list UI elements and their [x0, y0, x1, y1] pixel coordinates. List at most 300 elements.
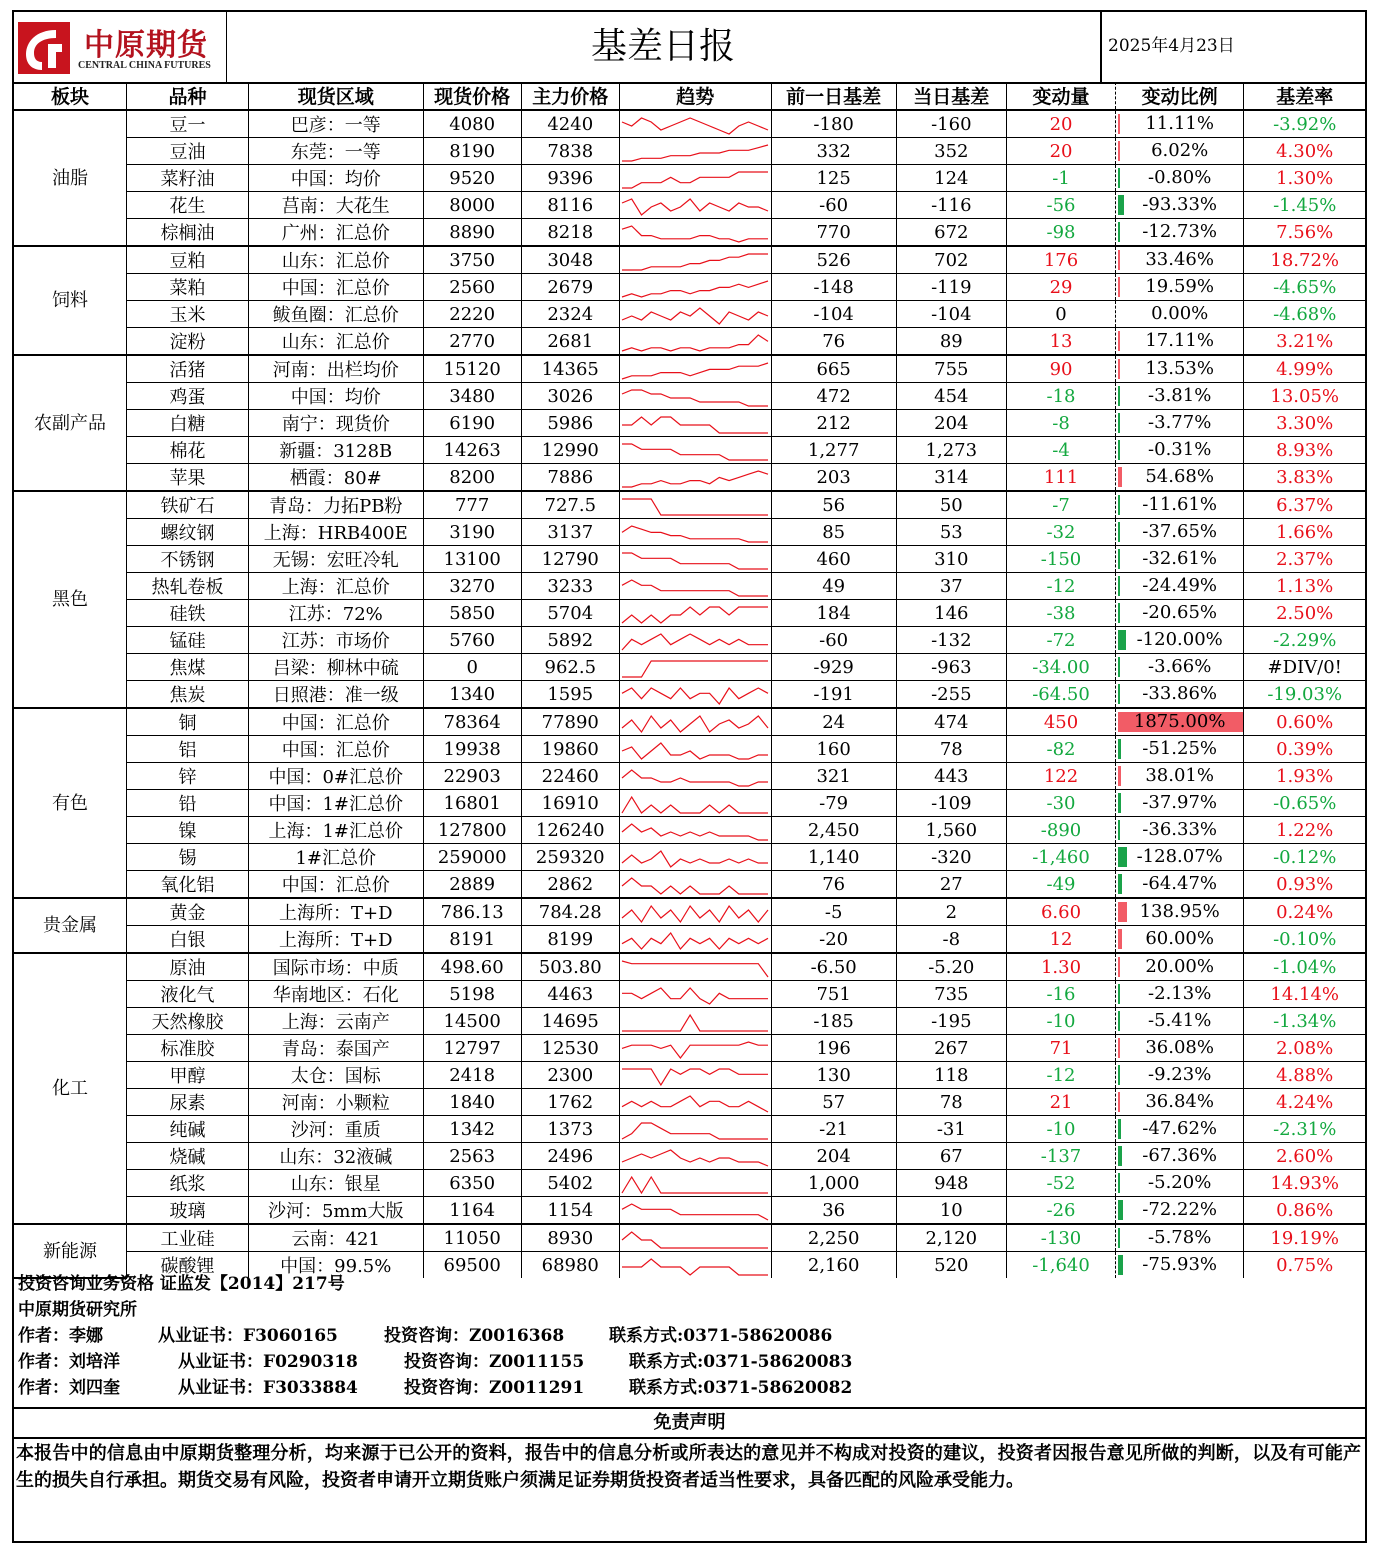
prev-basis-cell: 526 — [771, 246, 896, 274]
main-price-cell: 12530 — [521, 1035, 619, 1062]
change-cell: -1,460 — [1007, 844, 1116, 871]
table-row — [14, 328, 1365, 356]
change-cell: 176 — [1007, 246, 1116, 274]
trend-sparkline — [620, 1094, 770, 1114]
trend-sparkline — [620, 876, 770, 896]
prev-basis-cell: -180 — [771, 110, 896, 138]
author-cert: 从业证书：F3033884 — [178, 1378, 358, 1398]
trend-sparkline — [620, 659, 770, 679]
ratio-text: -5.41% — [1148, 1010, 1212, 1031]
trend-sparkline — [620, 931, 770, 951]
change-cell: 90 — [1007, 355, 1116, 383]
ratio-text: -120.00% — [1136, 629, 1223, 650]
change-ratio-cell — [1115, 1224, 1243, 1252]
spot-price-cell: 5198 — [423, 981, 521, 1008]
item-cell: 尿素 — [127, 1089, 249, 1116]
ratio-text: 1875.00% — [1133, 711, 1226, 732]
table-row — [14, 1089, 1365, 1116]
spot-price-cell: 19938 — [423, 736, 521, 763]
basis-rate-cell: 8.93% — [1244, 437, 1365, 464]
trend-cell — [619, 219, 771, 247]
change-ratio-cell — [1115, 736, 1243, 763]
ratio-text: -3.77% — [1148, 412, 1212, 433]
basis-rate-cell: 6.37% — [1244, 491, 1365, 519]
table-row — [14, 110, 1365, 138]
author-name: 作者：刘培洋 — [18, 1352, 120, 1372]
col-change-ratio-header: 变动比例 — [1115, 82, 1243, 110]
trend-sparkline — [620, 170, 770, 190]
change-ratio-cell — [1115, 355, 1243, 383]
item-cell: 铜 — [127, 708, 249, 736]
basis-rate-cell: -2.31% — [1244, 1116, 1365, 1143]
basis-rate-cell: -0.65% — [1244, 790, 1365, 817]
change-ratio-cell — [1115, 1089, 1243, 1116]
cur-basis-cell: 520 — [896, 1252, 1007, 1279]
trend-cell — [619, 165, 771, 192]
sector-cell: 新能源 — [14, 1224, 127, 1278]
author-name: 作者：刘四奎 — [18, 1378, 120, 1398]
author-adv: 投资咨询：Z0011291 — [404, 1378, 585, 1398]
spot-price-cell: 2560 — [423, 274, 521, 301]
spot-price-cell: 2770 — [423, 328, 521, 356]
trend-line — [622, 444, 768, 460]
change-ratio-cell — [1115, 981, 1243, 1008]
trend-line — [622, 851, 768, 867]
col-change-header: 变动量 — [1007, 82, 1116, 110]
spot-price-cell: 22903 — [423, 763, 521, 790]
col-prev-basis-header: 前一日基差 — [771, 82, 896, 110]
col-main-price-header: 主力价格 — [521, 82, 619, 110]
item-cell: 玉米 — [127, 301, 249, 328]
trend-cell — [619, 573, 771, 600]
ratio-text: 11.11% — [1145, 113, 1214, 134]
prev-basis-cell: -929 — [771, 654, 896, 681]
main-price-cell: 3137 — [521, 519, 619, 546]
cur-basis-cell: -8 — [896, 926, 1007, 954]
region-cell: 沙河：5mm大版 — [248, 1197, 423, 1225]
change-ratio-cell — [1115, 246, 1243, 274]
prev-basis-cell: 1,000 — [771, 1170, 896, 1197]
main-price-cell: 5704 — [521, 600, 619, 627]
change-cell: -4 — [1007, 437, 1116, 464]
spot-price-cell: 14500 — [423, 1008, 521, 1035]
spot-price-cell: 3270 — [423, 573, 521, 600]
prev-basis-cell: 76 — [771, 871, 896, 899]
author-contact: 联系方式:0371-58620086 — [609, 1326, 833, 1346]
main-price-cell: 19860 — [521, 736, 619, 763]
region-cell: 莒南：大花生 — [248, 192, 423, 219]
spot-price-cell: 8890 — [423, 219, 521, 247]
change-cell: -7 — [1007, 491, 1116, 519]
prev-basis-cell: 751 — [771, 981, 896, 1008]
prev-basis-cell: 204 — [771, 1143, 896, 1170]
logo-mark-icon — [18, 22, 70, 74]
prev-basis-cell: 2,250 — [771, 1224, 896, 1252]
change-ratio-cell — [1115, 790, 1243, 817]
ratio-text: -0.80% — [1148, 167, 1212, 188]
item-cell: 热轧卷板 — [127, 573, 249, 600]
main-price-cell: 784.28 — [521, 898, 619, 926]
cur-basis-cell: 53 — [896, 519, 1007, 546]
trend-cell — [619, 491, 771, 519]
cur-basis-cell: -195 — [896, 1008, 1007, 1035]
prev-basis-cell: 57 — [771, 1089, 896, 1116]
ratio-text: -93.33% — [1142, 194, 1218, 215]
prev-basis-cell: 212 — [771, 410, 896, 437]
spot-price-cell: 127800 — [423, 817, 521, 844]
item-cell: 棉花 — [127, 437, 249, 464]
region-cell: 山东：银星 — [248, 1170, 423, 1197]
change-ratio-cell — [1115, 1008, 1243, 1035]
change-ratio-cell — [1115, 437, 1243, 464]
change-ratio-cell — [1115, 1197, 1243, 1225]
trend-cell — [619, 1197, 771, 1225]
qualification-line: 投资咨询业务资格 证监发【2014】217号 — [18, 1274, 345, 1294]
sector-cell: 贵金属 — [14, 898, 127, 953]
author-line — [14, 1375, 1365, 1401]
cur-basis-cell: 118 — [896, 1062, 1007, 1089]
spot-price-cell: 4080 — [423, 110, 521, 138]
item-cell: 铅 — [127, 790, 249, 817]
main-price-cell: 77890 — [521, 708, 619, 736]
ratio-text: -37.97% — [1142, 792, 1218, 813]
spot-price-cell: 786.13 — [423, 898, 521, 926]
item-cell: 碳酸锂 — [127, 1252, 249, 1279]
item-cell: 鸡蛋 — [127, 383, 249, 410]
trend-line — [622, 1069, 768, 1085]
item-cell: 豆粕 — [127, 246, 249, 274]
trend-line — [622, 988, 768, 1004]
prev-basis-cell: 1,140 — [771, 844, 896, 871]
trend-line — [622, 281, 768, 297]
trend-sparkline — [620, 197, 770, 217]
item-cell: 菜籽油 — [127, 165, 249, 192]
main-price-cell: 7838 — [521, 138, 619, 165]
cur-basis-cell: 204 — [896, 410, 1007, 437]
ratio-text: 60.00% — [1145, 928, 1214, 949]
basis-rate-cell: -0.12% — [1244, 844, 1365, 871]
ratio-text: -32.61% — [1142, 548, 1218, 569]
col-cur-basis-header: 当日基差 — [896, 82, 1007, 110]
cur-basis-cell: -104 — [896, 301, 1007, 328]
ratio-text: 138.95% — [1139, 901, 1220, 922]
trend-sparkline — [620, 632, 770, 652]
author-line — [14, 1323, 1365, 1349]
table-row — [14, 1008, 1365, 1035]
spot-price-cell: 1340 — [423, 681, 521, 709]
trend-cell — [619, 898, 771, 926]
trend-line — [622, 118, 768, 134]
region-cell: 栖霞：80# — [248, 464, 423, 492]
ratio-text: -75.93% — [1142, 1254, 1218, 1275]
trend-sparkline — [620, 1040, 770, 1060]
item-cell: 锌 — [127, 763, 249, 790]
spot-price-cell: 2563 — [423, 1143, 521, 1170]
table-row — [14, 274, 1365, 301]
basis-rate-cell: #DIV/0! — [1244, 654, 1365, 681]
trend-sparkline — [620, 252, 770, 272]
basis-rate-cell: 4.30% — [1244, 138, 1365, 165]
item-cell: 菜粕 — [127, 274, 249, 301]
spot-price-cell: 8190 — [423, 138, 521, 165]
trend-line — [622, 933, 768, 949]
region-cell: 山东：汇总价 — [248, 246, 423, 274]
cur-basis-cell: -116 — [896, 192, 1007, 219]
col-spot-price-header: 现货价格 — [423, 82, 521, 110]
main-price-cell: 8930 — [521, 1224, 619, 1252]
ratio-text: 19.59% — [1145, 276, 1214, 297]
trend-line — [622, 254, 768, 270]
cur-basis-cell: -109 — [896, 790, 1007, 817]
trend-line — [622, 634, 768, 650]
change-cell: -26 — [1007, 1197, 1116, 1225]
ratio-text: -2.13% — [1148, 983, 1212, 1004]
item-cell: 天然橡胶 — [127, 1008, 249, 1035]
main-price-cell: 126240 — [521, 817, 619, 844]
region-cell: 中国：均价 — [248, 165, 423, 192]
main-price-cell: 2300 — [521, 1062, 619, 1089]
trend-cell — [619, 844, 771, 871]
main-price-cell: 4463 — [521, 981, 619, 1008]
author-adv: 投资咨询：Z0011155 — [404, 1352, 585, 1372]
trend-line — [622, 770, 768, 786]
prev-basis-cell: 184 — [771, 600, 896, 627]
col-sector-header: 板块 — [14, 82, 127, 110]
table-row — [14, 355, 1365, 383]
change-ratio-cell — [1115, 817, 1243, 844]
change-cell: -12 — [1007, 573, 1116, 600]
table-row — [14, 817, 1365, 844]
change-ratio-cell — [1115, 1170, 1243, 1197]
table-row — [14, 1170, 1365, 1197]
change-cell: -64.50 — [1007, 681, 1116, 709]
authors-block — [14, 1323, 1365, 1401]
sector-cell: 化工 — [14, 953, 127, 1224]
table-row — [14, 546, 1365, 573]
change-ratio-cell — [1115, 898, 1243, 926]
main-price-cell: 3026 — [521, 383, 619, 410]
main-price-cell: 1373 — [521, 1116, 619, 1143]
item-cell: 不锈钢 — [127, 546, 249, 573]
trend-cell — [619, 355, 771, 383]
table-row — [14, 627, 1365, 654]
prev-basis-cell: -20 — [771, 926, 896, 954]
basis-rate-cell: -1.34% — [1244, 1008, 1365, 1035]
author-name: 作者：李娜 — [18, 1326, 103, 1346]
table-row — [14, 654, 1365, 681]
change-ratio-cell — [1115, 871, 1243, 899]
change-cell: 29 — [1007, 274, 1116, 301]
disclaimer-title: 免责声明 — [14, 1407, 1365, 1439]
author-contact: 联系方式:0371-58620083 — [629, 1352, 853, 1372]
cur-basis-cell: -5.20 — [896, 953, 1007, 981]
cur-basis-cell: 672 — [896, 219, 1007, 247]
ratio-text: -128.07% — [1136, 846, 1223, 867]
table-row — [14, 301, 1365, 328]
change-cell: -1 — [1007, 165, 1116, 192]
cur-basis-cell: 443 — [896, 763, 1007, 790]
change-cell: 21 — [1007, 1089, 1116, 1116]
trend-cell — [619, 1089, 771, 1116]
cur-basis-cell: -320 — [896, 844, 1007, 871]
main-price-cell: 14695 — [521, 1008, 619, 1035]
change-ratio-cell — [1115, 573, 1243, 600]
table-row — [14, 464, 1365, 492]
cur-basis-cell: 948 — [896, 1170, 1007, 1197]
item-cell: 螺纹钢 — [127, 519, 249, 546]
trend-sparkline — [620, 686, 770, 706]
basis-rate-cell: -19.03% — [1244, 681, 1365, 709]
main-price-cell: 3233 — [521, 573, 619, 600]
trend-line — [622, 1232, 768, 1248]
item-cell: 花生 — [127, 192, 249, 219]
trend-sparkline — [620, 524, 770, 544]
company-logo — [14, 12, 227, 82]
basis-rate-cell: 1.22% — [1244, 817, 1365, 844]
ratio-text: -5.78% — [1148, 1227, 1212, 1248]
change-cell: -72 — [1007, 627, 1116, 654]
region-cell: 南宁：现货价 — [248, 410, 423, 437]
cur-basis-cell: 37 — [896, 573, 1007, 600]
main-price-cell: 9396 — [521, 165, 619, 192]
region-cell: 日照港：准一级 — [248, 681, 423, 709]
main-price-cell: 5986 — [521, 410, 619, 437]
item-cell: 标准胶 — [127, 1035, 249, 1062]
change-cell: -34.00 — [1007, 654, 1116, 681]
main-price-cell: 727.5 — [521, 491, 619, 519]
main-price-cell: 1595 — [521, 681, 619, 709]
trend-cell — [619, 138, 771, 165]
trend-line — [622, 1123, 768, 1139]
region-cell: 新疆：3128B — [248, 437, 423, 464]
main-price-cell: 16910 — [521, 790, 619, 817]
ratio-text: 36.84% — [1145, 1091, 1214, 1112]
prev-basis-cell: 196 — [771, 1035, 896, 1062]
main-price-cell: 3048 — [521, 246, 619, 274]
table-row — [14, 491, 1365, 519]
change-ratio-cell — [1115, 546, 1243, 573]
basis-rate-cell: -2.29% — [1244, 627, 1365, 654]
ratio-text: -12.73% — [1142, 221, 1218, 242]
main-price-cell: 962.5 — [521, 654, 619, 681]
trend-cell — [619, 110, 771, 138]
trend-cell — [619, 1224, 771, 1252]
ratio-text: -20.65% — [1142, 602, 1218, 623]
basis-rate-cell: 3.30% — [1244, 410, 1365, 437]
spot-price-cell: 9520 — [423, 165, 521, 192]
change-ratio-cell — [1115, 192, 1243, 219]
trend-cell — [619, 1008, 771, 1035]
main-price-cell: 8199 — [521, 926, 619, 954]
prev-basis-cell: -60 — [771, 627, 896, 654]
prev-basis-cell: 49 — [771, 573, 896, 600]
change-ratio-cell — [1115, 844, 1243, 871]
change-ratio-cell — [1115, 1252, 1243, 1279]
trend-cell — [619, 790, 771, 817]
cur-basis-cell: 735 — [896, 981, 1007, 1008]
table-row — [14, 981, 1365, 1008]
trend-line — [622, 199, 768, 215]
trend-cell — [619, 926, 771, 954]
table-row — [14, 573, 1365, 600]
col-region-header: 现货区域 — [248, 82, 423, 110]
trend-line — [622, 526, 768, 542]
main-price-cell: 2324 — [521, 301, 619, 328]
change-ratio-cell — [1115, 138, 1243, 165]
main-price-cell: 14365 — [521, 355, 619, 383]
prev-basis-cell: -60 — [771, 192, 896, 219]
trend-sparkline — [620, 388, 770, 408]
trend-sparkline — [620, 1121, 770, 1141]
logo-english-text: CENTRAL CHINA FUTURES — [78, 60, 211, 71]
change-cell: -8 — [1007, 410, 1116, 437]
cur-basis-cell: -132 — [896, 627, 1007, 654]
item-cell: 白糖 — [127, 410, 249, 437]
trend-sparkline — [620, 1175, 770, 1195]
trend-cell — [619, 328, 771, 356]
region-cell: 沙河：重质 — [248, 1116, 423, 1143]
basis-rate-cell: 7.56% — [1244, 219, 1365, 247]
change-cell: -82 — [1007, 736, 1116, 763]
trend-line — [622, 1015, 768, 1031]
trend-sparkline — [620, 578, 770, 598]
main-price-cell: 1154 — [521, 1197, 619, 1225]
cur-basis-cell: 27 — [896, 871, 1007, 899]
spot-price-cell: 6190 — [423, 410, 521, 437]
table-row — [14, 383, 1365, 410]
table-row — [14, 437, 1365, 464]
prev-basis-cell: 24 — [771, 708, 896, 736]
basis-rate-cell: -0.10% — [1244, 926, 1365, 954]
region-cell: 青岛：泰国产 — [248, 1035, 423, 1062]
change-cell: -56 — [1007, 192, 1116, 219]
trend-line — [622, 553, 768, 569]
trend-line — [622, 1096, 768, 1112]
ratio-text: 20.00% — [1145, 956, 1214, 977]
change-cell: 20 — [1007, 110, 1116, 138]
change-cell: -150 — [1007, 546, 1116, 573]
cur-basis-cell: 267 — [896, 1035, 1007, 1062]
item-cell: 氧化铝 — [127, 871, 249, 899]
region-cell: 江苏：72% — [248, 600, 423, 627]
change-ratio-cell — [1115, 763, 1243, 790]
spot-price-cell: 2220 — [423, 301, 521, 328]
change-cell: 111 — [1007, 464, 1116, 492]
trend-line — [622, 308, 768, 324]
trend-line — [622, 607, 768, 623]
region-cell: 青岛：力拓PB粉 — [248, 491, 423, 519]
basis-rate-cell: 1.13% — [1244, 573, 1365, 600]
ratio-text: -36.33% — [1142, 819, 1218, 840]
trend-cell — [619, 981, 771, 1008]
main-price-cell: 5892 — [521, 627, 619, 654]
table-row — [14, 246, 1365, 274]
item-cell: 烧碱 — [127, 1143, 249, 1170]
basis-rate-cell: 2.08% — [1244, 1035, 1365, 1062]
basis-rate-cell: 0.75% — [1244, 1252, 1365, 1279]
region-cell: 河南：出栏均价 — [248, 355, 423, 383]
spot-price-cell: 13100 — [423, 546, 521, 573]
change-ratio-cell — [1115, 410, 1243, 437]
trend-sparkline — [620, 822, 770, 842]
ratio-text: -3.81% — [1148, 385, 1212, 406]
spot-price-cell: 5760 — [423, 627, 521, 654]
trend-cell — [619, 1143, 771, 1170]
table-row — [14, 1116, 1365, 1143]
cur-basis-cell: 702 — [896, 246, 1007, 274]
table-row — [14, 763, 1365, 790]
table-row — [14, 681, 1365, 709]
